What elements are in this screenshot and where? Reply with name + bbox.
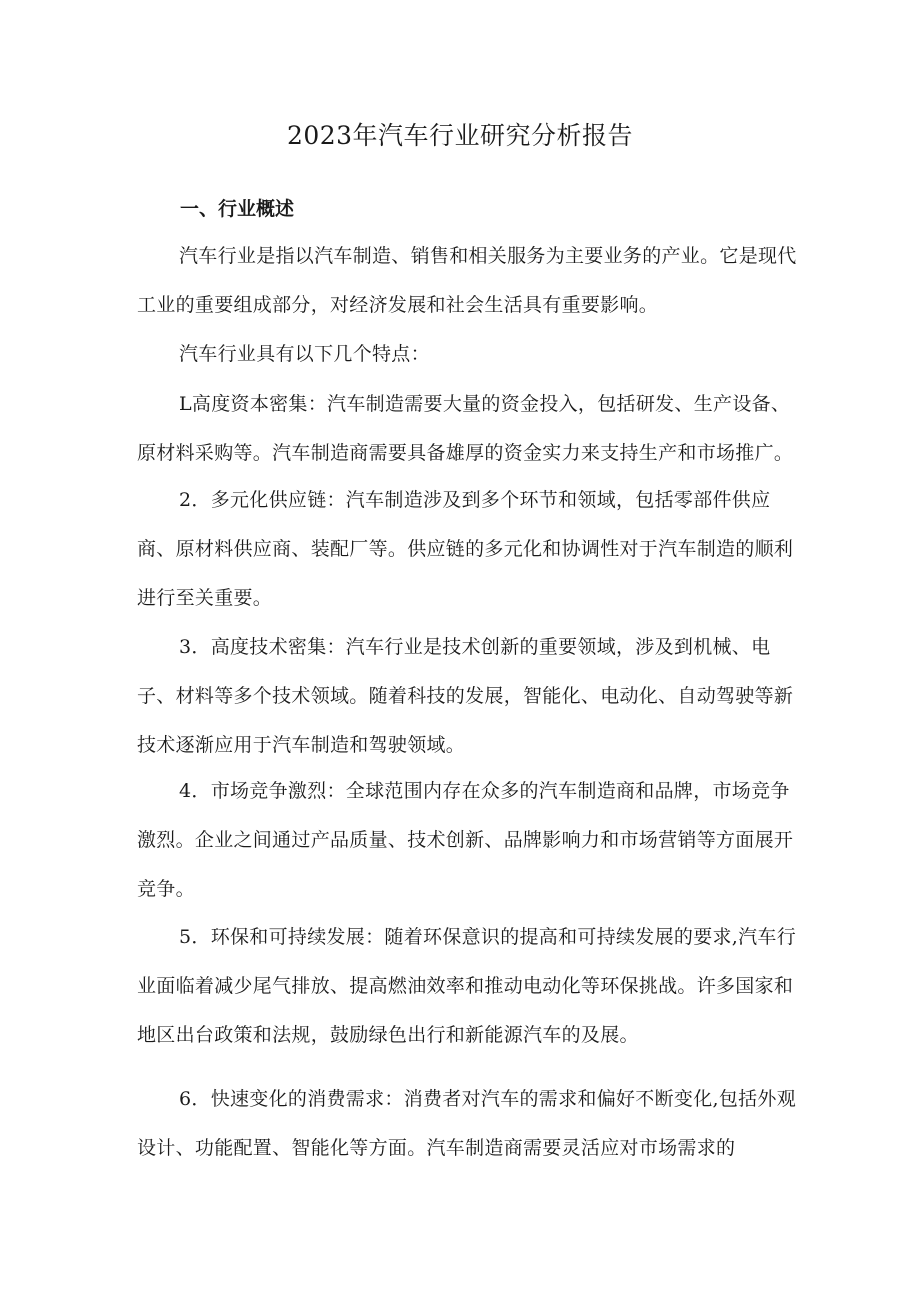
paragraph-feature-3: 3．高度技术密集：汽车行业是技术创新的重要领域，涉及到机械、电子、材料等多个技术领域。随着科技的发展，智能化、电动化、自动驾驶等新技术逐渐应用于汽车制造和驾驶领域。 [137, 636, 794, 756]
paragraph-feature-2: 2．多元化供应链：汽车制造涉及到多个环节和领域，包括零部件供应商、原材料供应商、装配厂等。供应链的多元化和协调性对于汽车制造的顺利进行至关重要。 [137, 489, 794, 609]
paragraph-industry-definition: 汽车行业是指以汽车制造、销售和相关服务为主要业务的产业。它是现代工业的重要组成部分，对经济发展和社会生活具有重要影响。 [137, 245, 797, 316]
document-title: 2023年汽车行业研究分析报告 [286, 121, 634, 150]
paragraph-feature-5: 5．环保和可持续发展：随着环保意识的提高和可持续发展的要求,汽车行业面临着减少尾气排放、提高燃油效率和推动电动化等环保挑战。许多国家和地区出台政策和法规，鼓励绿色出行和新能源汽车的及展。 [137, 926, 797, 1046]
section-heading: 一、行业概述 [180, 198, 295, 220]
paragraph-feature-6: 6．快速变化的消费需求：消费者对汽车的需求和偏好不断变化,包括外观设计、功能配置、智能化等方面。汽车制造商需要灵活应对市场需求的 [137, 1088, 797, 1159]
paragraph-feature-1: L高度资本密集：汽车制造需要大量的资金投入，包括研发、生产设备、原材料采购等。汽车制造商需要具备雄厚的资金实力来支持生产和市场推广。 [137, 393, 794, 464]
paragraph-feature-4: 4．市场竞争激烈：全球范围内存在众多的汽车制造商和品牌，市场竞争激烈。企业之间通过产品质量、技术创新、品牌影响力和市场营销等方面展开竞争。 [137, 780, 794, 900]
paragraph-features-intro: 汽车行业具有以下几个特点： [179, 343, 430, 365]
